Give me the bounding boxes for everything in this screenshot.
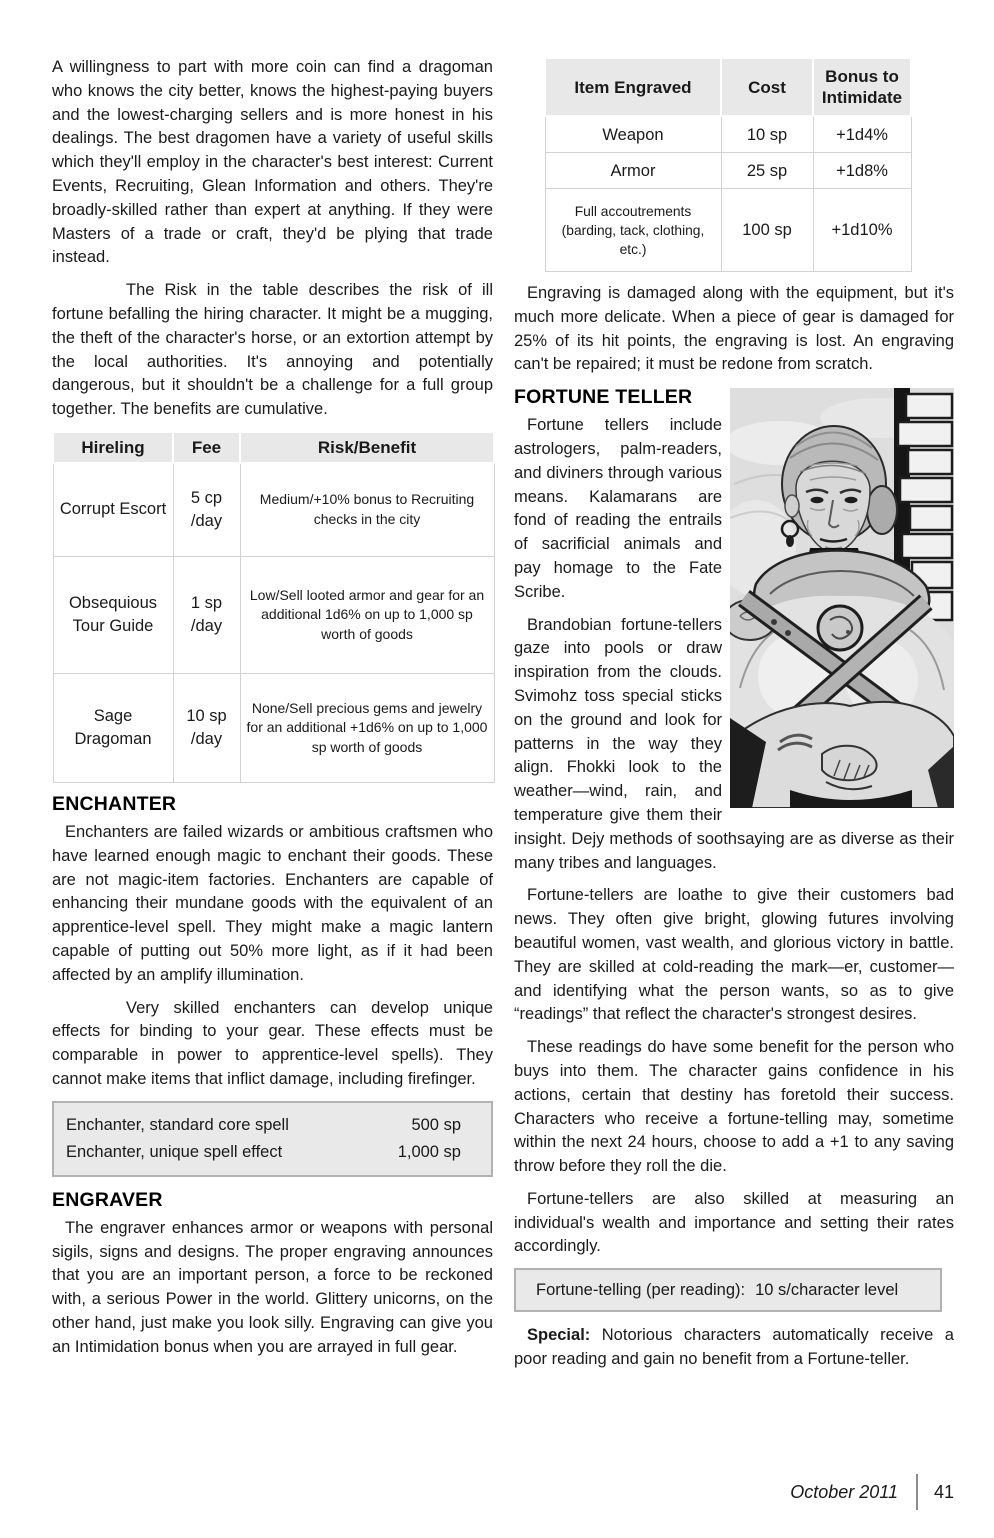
hireling-table-header <box>53 432 494 463</box>
cell-bonus: +1d10% <box>813 189 911 272</box>
table-row <box>545 189 911 272</box>
price-label: Fortune-telling (per reading): <box>536 1281 746 1300</box>
cell-fee-per: /day <box>190 616 223 635</box>
cell-cost: 10 sp <box>721 116 813 153</box>
fortune-telling-price-box <box>514 1268 942 1312</box>
special-label: Special: <box>527 1326 591 1345</box>
hireling-table <box>52 431 495 783</box>
paragraph-fortune-teller-5: Fortune-tellers are also skilled at measuring an individual's wealth and importance and setting their rates accordingly. <box>514 1189 954 1256</box>
fortune-teller-illustration <box>730 388 954 808</box>
col-header-risk-benefit: Risk/Benefit <box>240 432 494 463</box>
footer-date: October 2011 <box>790 1481 898 1502</box>
page-number: 41 <box>933 1481 954 1502</box>
table-row <box>53 673 494 782</box>
col-header-bonus: Bonus to Intimidate <box>813 58 911 116</box>
price-value: 10 s/character level <box>755 1281 899 1300</box>
heading-fortune-teller: FORTUNE TELLER <box>514 386 693 409</box>
cell-bonus: +1d4% <box>813 116 911 153</box>
cell-fee-per: /day <box>190 729 223 748</box>
paragraph-fortune-teller-3: Fortune-tellers are loathe to give their customers bad news. They often give bright, glowing futures involving beautiful women, vast wealth, and glorious victory in battle. They are skilled at cold-reading the mark—er, customer—and identifying what the person wants, so as to give “readings” that reflect the character's strongest desires. <box>514 886 954 1024</box>
cell-hireling: Obsequious Tour Guide <box>53 556 173 673</box>
cell-risk: Medium/+10% bonus to Recruiting checks in the city <box>240 463 494 557</box>
paragraph-special <box>514 1324 954 1372</box>
cell-fee-amount: 5 cp <box>190 488 223 507</box>
price-row <box>66 1139 479 1166</box>
paragraph-dragoman: A willingness to part with more coin can find a dragoman who knows the city better, knows the highest-paying buyers and the lowest-charging sellers and is more honest in his dealings. The best dragomen have a variety of useful skills which they'll employ in the character's best interest: Current Events, Recruiting, Glean Information and others. They're broadly-skilled rather than expert at anything. If they were Masters of a trade or craft, they'd be plying that trade instead. <box>52 58 493 267</box>
table-row <box>53 463 494 557</box>
col-header-cost: Cost <box>721 58 813 116</box>
cell-risk: None/Sell precious gems and jewelry for an additional +1d6% on up to 1,000 sp worth of goods <box>240 673 494 782</box>
cell-bonus: +1d8% <box>813 153 911 189</box>
col-header-hireling: Hireling <box>53 432 173 463</box>
price-row <box>66 1112 479 1139</box>
footer-divider <box>916 1474 918 1510</box>
table-row <box>545 116 911 153</box>
right-column <box>514 50 954 1381</box>
cell-cost: 100 sp <box>721 189 813 272</box>
paragraph-fortune-teller-2: Brandobian fortune-tellers gaze into pools or draw inspiration from the clouds. Svimohz toss special sticks on the ground and look for patterns in the way they align. Fhokki look to the weather—wind, rain, and temperature give them their insight. Dejy methods of soothsaying are as diverse as their many tribes and languages. <box>514 615 954 872</box>
cell-risk: Low/Sell looted armor and gear for an additional 1d6% on up to 1,000 sp worth of goods <box>240 556 494 673</box>
paragraph-enchanter-2: Very skilled enchanters can develop unique effects for binding to your gear. These effects must be comparable in power to apprentice-level spells). They cannot make items that inflict damage, including firefinger. <box>52 998 493 1088</box>
left-column <box>52 56 493 1369</box>
table-row <box>53 556 494 673</box>
price-value: 1,000 sp <box>397 1142 461 1161</box>
price-label: Enchanter, unique spell effect <box>66 1142 283 1161</box>
col-header-item-engraved: Item Engraved <box>545 58 721 116</box>
price-value: 500 sp <box>411 1115 461 1134</box>
cell-item: Weapon <box>545 116 721 153</box>
table-row <box>545 153 911 189</box>
fortune-teller-section <box>514 386 954 875</box>
price-label: Enchanter, standard core spell <box>66 1115 289 1134</box>
heading-enchanter: ENCHANTER <box>52 792 177 815</box>
cell-cost: 25 sp <box>721 153 813 189</box>
special-text: Notorious characters automatically receive a poor reading and gain no benefit from a Fortune-teller. <box>514 1326 954 1369</box>
paragraph-engraving-damage: Engraving is damaged along with the equipment, but it's much more delicate. When a piece of gear is damaged for 25% of its hit points, the engraving is lost. An engraving can't be repaired; it must be redone from scratch. <box>514 284 954 374</box>
paragraph-engraver: The engraver enhances armor or weapons with personal sigils, signs and designs. The proper engraving announces that you are an important person, a force to be reckoned with, a serious Power in the world. Glittery unicorns, on the other hand, just make you look silly. Engraving can give you an Intimidation bonus when you are arrayed in full gear. <box>52 1218 493 1356</box>
cell-hireling: Sage Dragoman <box>53 673 173 782</box>
col-header-fee: Fee <box>173 432 240 463</box>
enchanter-price-box <box>52 1101 493 1177</box>
paragraph-fortune-teller-4: These readings do have some benefit for the person who buys into them. The character gains confidence in his actions, certain that destiny has foretold their success. Characters who receive a fortune-telling may, sometime within the next 24 hours, choose to add a +1 to any saving throw before they roll the die. <box>514 1038 954 1176</box>
cell-fee-amount: 1 sp <box>190 593 223 612</box>
engraved-items-table <box>544 57 912 272</box>
cell-fee-per: /day <box>190 511 223 530</box>
cell-item: Full accoutrements (barding, tack, clothing, etc.) <box>545 189 721 272</box>
engraved-table-header <box>545 58 911 116</box>
paragraph-enchanter-1: Enchanters are failed wizards or ambitious craftsmen who have learned enough magic to enchant their goods. These are not magic-item factories. Enchanters are capable of enhancing their mundane goods with the equivalent of an apprentice-level spell. They might make a magic lantern capable of putting out 50% more light, as if it had been affected by an amplify illumination. <box>52 822 493 984</box>
cell-hireling: Corrupt Escort <box>53 463 173 557</box>
paragraph-risk: The Risk in the table describes the risk of ill fortune befalling the hiring character. It might be a mugging, the theft of the character's horse, or an extortion attempt by the local authorities. It's annoying and potentially dangerous, but it shouldn't be a challenge for a full group together. The benefits are cumulative. <box>52 281 493 419</box>
heading-engraver: ENGRAVER <box>52 1188 163 1211</box>
paragraph-fortune-teller-1: Fortune tellers include astrologers, palm-readers, and diviners through various means. Kalamarans are fond of reading the entrails of sacrificial animals and pay homage to the Fate Scribe. <box>514 416 722 601</box>
page-footer <box>790 1474 954 1510</box>
cell-fee-amount: 10 sp <box>186 706 227 725</box>
cell-item: Armor <box>545 153 721 189</box>
